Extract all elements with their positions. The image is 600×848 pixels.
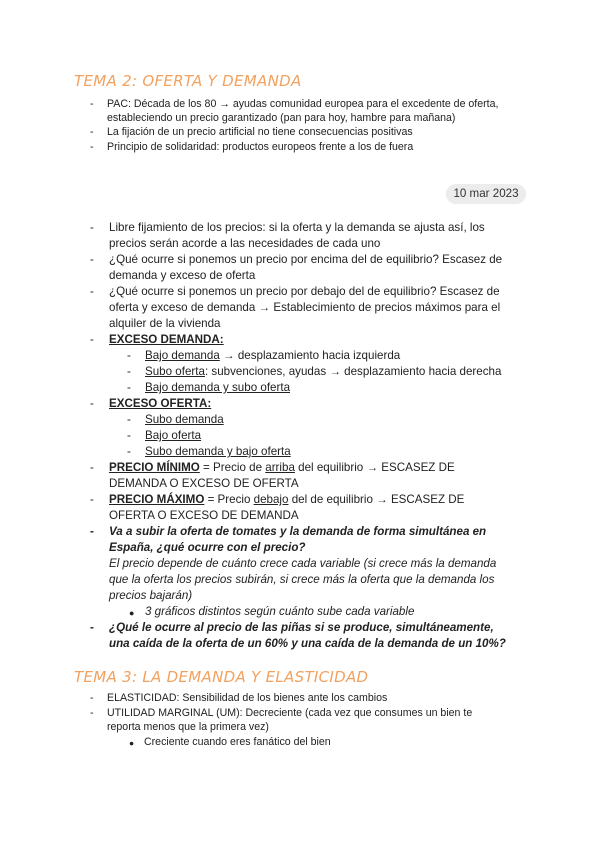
dash-bullet: - [90,253,94,266]
list-item-continuation: estableciendo un precio garantizado (pan para hoy, hambre para mañana) [107,112,456,124]
term-bajo-demanda: Bajo demanda [145,349,220,362]
list-item-text: 3 gráficos distintos según cuánto sube cada variable [145,605,415,618]
answer-text: que la oferta los precios subirán, si crece más la oferta que la demanda los [109,573,495,586]
list-item-continuation: precios serán acorde a las necesidades de cada uno [109,237,381,250]
answer-text: precios bajarán) [109,589,193,602]
list-item-text: Subo demanda [145,413,224,426]
exceso-demanda-heading: EXCESO DEMANDA: [109,333,224,346]
question-text: Va a subir la oferta de tomates y la demanda de forma simultánea en [109,525,487,538]
dash-bullet: - [127,381,131,394]
list-item-text: ¿Qué ocurre si ponemos un precio por debajo del de equilibrio? Escasez de [109,285,500,298]
list-item-continuation: DEMANDA O EXCESO DE OFERTA [109,477,299,490]
list-item-text: Libre fijamiento de los precios: si la oferta y la demanda se ajusta así, los [109,221,485,234]
dash-bullet: - [90,461,94,474]
question-continuation: España, ¿qué ocurre con el precio? [109,541,306,554]
list-item-continuation: alquiler de la vivienda [109,317,221,330]
question-text: ¿Qué le ocurre al precio de las piñas si se produce, simultáneamente, [109,621,494,634]
list-item-continuation: OFERTA O EXCESO DE DEMANDA [109,509,299,522]
dot-bullet: ● [129,608,135,618]
dash-bullet: - [90,126,94,138]
list-item-text: ¿Qué ocurre si ponemos un precio por encima del de equilibrio? Escasez de [109,253,503,266]
dash-bullet: - [90,621,94,634]
dash-bullet: - [127,349,131,362]
list-item-continuation: reporta menos que la primera vez) [107,721,269,733]
dash-bullet: - [90,98,94,110]
list-item-text: Bajo oferta [145,429,202,442]
list-item-text: = Precio [204,493,254,506]
list-item-continuation: demanda y exceso de oferta [109,269,256,282]
term-subo-oferta: Subo oferta [145,365,205,378]
dash-bullet: - [90,493,94,506]
dash-bullet: - [90,333,94,346]
list-item-continuation: oferta y exceso de demanda → Establecimiento de precios máximos para el [109,301,501,314]
dash-bullet: - [90,285,94,298]
list-item-text: UTILIDAD MARGINAL (UM): Decreciente (cada vez que consumes un bien te [107,707,473,719]
precio-maximo-term: PRECIO MÁXIMO [109,493,205,506]
dash-bullet: - [90,525,94,538]
list-item-text: del equilibrio → ESCASEZ DE [294,461,455,474]
section-heading-tema3: TEMA 3: LA DEMANDA Y ELASTICIDAD [74,668,369,686]
dash-bullet: - [90,692,94,704]
list-item-text: PAC: Década de los 80 → ayudas comunidad europea para el excedente de oferta, [107,98,499,110]
list-item-text: Bajo demanda y subo oferta [145,381,291,394]
answer-text: El precio depende de cuánto crece cada variable (si crece más la demanda [109,557,497,570]
list-item-text: del de equilibrio → ESCASEZ DE [288,493,465,506]
dash-bullet: - [127,365,131,378]
list-item-text: → desplazamiento hacia izquierda [219,349,401,362]
dash-bullet: - [90,397,94,410]
dash-bullet: - [127,445,131,458]
list-item-text: = Precio de [199,461,266,474]
dash-bullet: - [90,141,94,153]
term-arriba: arriba [265,461,295,474]
question-continuation: una caída de la oferta de un 60% y una caída de la demanda de un 10%? [109,637,506,650]
list-item-text: ELASTICIDAD: Sensibilidad de los bienes ante los cambios [107,692,388,704]
list-item-text: Principio de solidaridad: productos europeos frente a los de fuera [107,141,414,153]
list-item-text: La fijación de un precio artificial no tiene consecuencias positivas [107,126,413,138]
date-chip[interactable]: 10 mar 2023 [446,184,526,204]
exceso-oferta-heading: EXCESO OFERTA: [109,397,212,410]
dash-bullet: - [127,413,131,426]
dash-bullet: - [90,221,94,234]
dash-bullet: - [127,429,131,442]
list-item-text: Creciente cuando eres fanático del bien [144,736,331,748]
term-debajo: debajo [253,493,289,506]
list-item-text: : subvenciones, ayudas → desplazamiento hacia derecha [204,365,502,378]
precio-minimo-term: PRECIO MÍNIMO [109,461,200,474]
dot-bullet: ● [129,738,135,748]
list-item-text: Subo demanda y bajo oferta [145,445,291,458]
dash-bullet: - [90,707,94,719]
section-heading-tema2: TEMA 2: OFERTA Y DEMANDA [74,72,302,90]
